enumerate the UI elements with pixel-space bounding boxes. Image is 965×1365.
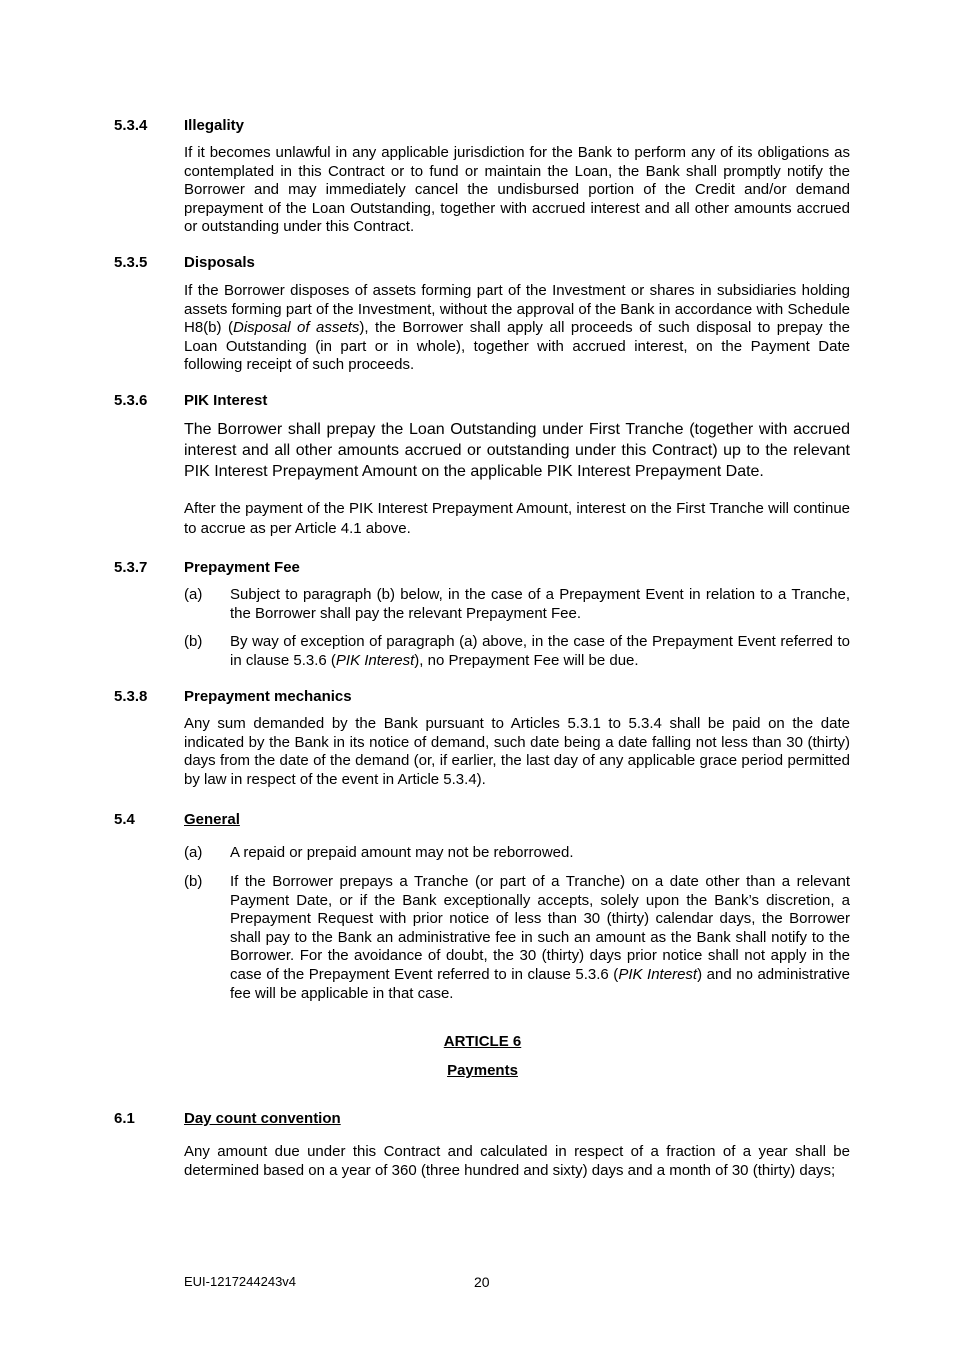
section-number: 5.3.8 [114,688,148,705]
body-text: ), no Prepayment Fee will be due. [414,651,639,669]
body-italic-ref: PIK Interest [335,651,415,669]
section-title: PIK Interest [184,392,268,409]
list-item-label: (a) [184,844,203,861]
section-title: General [184,811,240,828]
body-text: By way of exception of paragraph (a) above, in the case of the Prepayment Event referred to in clause 5.3.6 ( [230,633,850,669]
section-5-3-4-body: If it becomes unlawful in any applicable jurisdiction for the Bank to perform any of its obligations as contemplated in this Contract or to fund or maintain the Loan, the Bank shall promptly notify the Borrower and may immediately cancel the undisbursed portion of the Credit and/or demand prepayment of the Loan Outstanding, together with accrued interest and all other amounts accrued or outstanding under this Contract. [184,144,850,236]
page-number: 20 [474,1274,490,1290]
section-5-3-6-body-2: After the payment of the PIK Interest Prepayment Amount, interest on the First Tranche will continue to accrue as per Article 4.1 above. [184,500,850,537]
section-number: 5.4 [114,811,135,828]
list-item-text [230,633,850,670]
article-subtitle: Payments [447,1062,518,1079]
body-text: If the Borrower disposes of assets forming part of the Investment or shares in subsidiaries holding assets forming part of the Investment, without the approval of the Bank in accordance with Schedule H8(b) ( [184,282,850,337]
section-title: Prepayment Fee [184,559,300,576]
section-number: 5.3.6 [114,392,148,409]
section-number: 5.3.7 [114,559,148,576]
section-5-3-6-body-1: The Borrower shall prepay the Loan Outstanding under First Tranche (together with accrued interest and all other amounts accrued or outstanding under this Contract) up to the relevant PIK Interest Prepayment Amount on the applicable PIK Interest Prepayment Date. [184,421,850,480]
section-5-3-5-body [184,282,850,375]
list-item-text: Subject to paragraph (b) below, in the case of a Prepayment Event in relation to a Tranche, the Borrower shall pay the relevant Prepayment Fee. [230,586,850,622]
list-item-label: (a) [184,586,203,603]
section-number: 5.3.5 [114,254,148,271]
article-title: ARTICLE 6 [443,1033,522,1050]
section-title: Day count convention [184,1110,341,1127]
section-6-1-body: Any amount due under this Contract and calculated in respect of a fraction of a year shall be determined based on a year of 360 (three hundred and sixty) days and a month of 30 (thirty) days; [184,1143,850,1179]
document-reference: EUI-1217244243v4 [184,1274,297,1289]
list-item-text: A repaid or prepaid amount may not be reborrowed. [230,844,574,861]
section-number: 6.1 [114,1110,135,1127]
body-text: If the Borrower prepays a Tranche (or part of a Tranche) on a date other than a relevant Payment Date, or if the Bank exceptionally accepts, solely upon the Bank’s discretion, a Prepayment Request with prior notice of less than 30 (thirty) calendar days, the Borrower shall pay to the Bank an administrative fee in such an amount as the Bank shall notify to the Borrower. For the avoidance of doubt, the 30 (thirty) days prior notice shall not apply in the case of the Prepayment Event referred to in clause 5.3.6 ( [230,873,850,983]
body-text: ) and no administrative fee will be applicable in that case. [230,965,850,1002]
section-number: 5.3.4 [114,117,148,134]
body-italic-ref: Disposal of assets [233,319,360,337]
list-item-text [230,873,850,1003]
body-italic-ref: PIK Interest [618,965,698,983]
section-title: Illegality [184,117,245,134]
section-5-3-8-body: Any sum demanded by the Bank pursuant to Articles 5.3.1 to 5.3.4 shall be paid on the date indicated by the Bank in its notice of demand, such date being a date falling not less than 30 (thirty) days from the date of the demand (or, if earlier, the last day of any applicable grace period permitted by law in respect of the event in Article 5.3.4). [184,715,850,788]
body-text: ), the Borrower shall apply all proceeds of such disposal to prepay the Loan Outstanding (in part or in whole), together with accrued interest, on the Payment Date following receipt of such proceeds. [184,319,850,374]
list-item-label: (b) [184,873,203,890]
section-title: Disposals [184,254,255,271]
section-title: Prepayment mechanics [184,688,352,705]
list-item-label: (b) [184,633,203,650]
